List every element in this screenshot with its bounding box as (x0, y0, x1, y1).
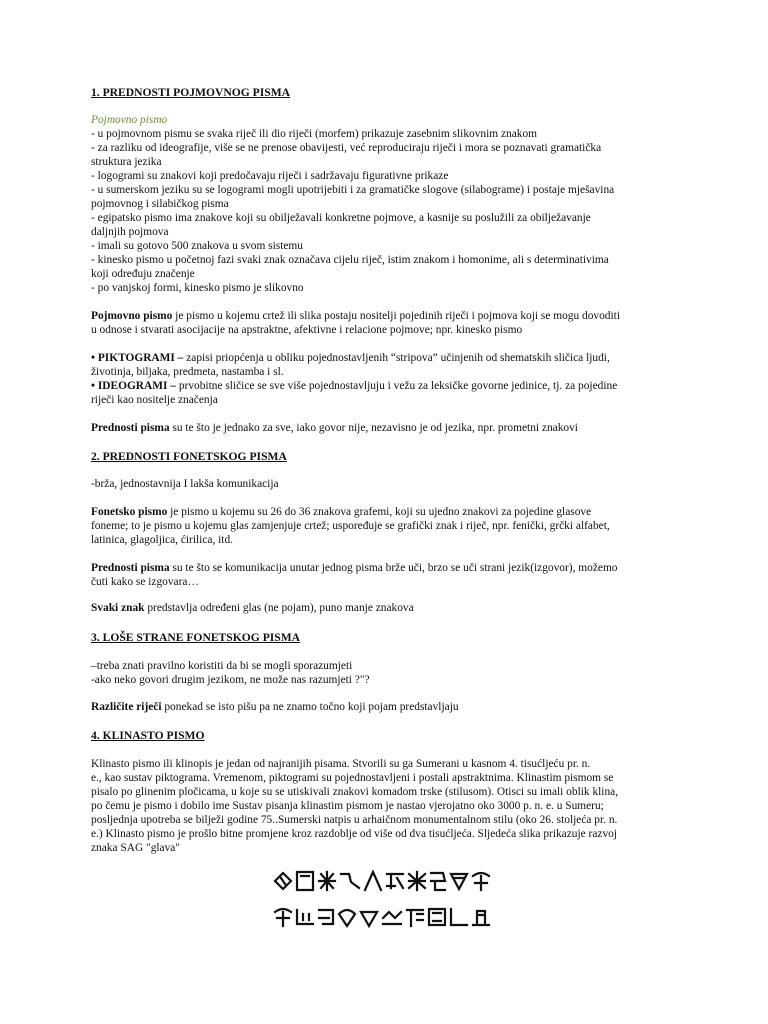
advantages-text: su te što je jednako za sve, iako govor nije, nezavisno je od jezika, npr. prometni znakovi (169, 422, 578, 434)
bullet-line: daljnjih pojmova (91, 226, 169, 238)
definition-line: latinica, glagoljica, ćirilica, itd. (91, 534, 234, 546)
definition-line: foneme; to je pismo u kojemu glas zamjenjuje crtež; uspoređuje se grafički znak i riječ, npr. fenički, grčki alfabet, (91, 520, 610, 532)
advantages-term: Prednosti pisma (91, 562, 170, 574)
paragraph-line: -brža, jednostavnija I lakša komunikacija (91, 478, 279, 490)
paragraph-line: -ako neko govori drugim jezikom, ne može nas razumjeti ?"? (91, 674, 370, 686)
piktogrami-text: zapisi priopćenja u obliku pojednostavljenih “stripova” učinjenih od shematskih sličica ljudi, (183, 352, 610, 364)
sign-term: Svaki znak (91, 602, 145, 614)
sign-paragraph (91, 601, 414, 615)
piktogrami-line: životinja, biljaka, predmeta, nastamba i sl. (91, 366, 284, 378)
different-words-paragraph (91, 700, 459, 714)
definition-paragraph (91, 309, 620, 323)
definition-paragraph (91, 505, 591, 519)
ideogrami-paragraph (91, 379, 617, 393)
bullet-line: - po vanjskoj formi, kinesko pismo je slikovno (91, 282, 304, 294)
advantages-term: Prednosti pisma (91, 422, 170, 434)
cuneiform-glyphs-row-1 (271, 868, 511, 894)
bullet-line: struktura jezika (91, 156, 162, 168)
paragraph-line: –treba znati pravilno koristiti da bi se mogli sporazumjeti (91, 660, 353, 672)
bullet-line: - logogrami su znakovi koji predočavaju riječi i sadržavaju figurativne prikaze (91, 170, 449, 182)
definition-line: u odnose i stvarati asocijacije na apstraktne, afektivne i relacione pojmove; npr. kinesko pismo (91, 324, 523, 336)
bullet-line: - u sumerskom jeziku su se logogrami mogli upotrijebiti i za gramatičke slogove (silabograme) i postaje mješavina (91, 184, 615, 196)
cuneiform-glyphs-row-2 (271, 904, 511, 930)
bullet-line: - kinesko pismo u početnoj fazi svaki znak označava cijelu riječ, istim znakom i homonime, ali s determinativima (91, 254, 609, 266)
bullet-line: - imali su gotovo 500 znakova u svom sistemu (91, 240, 303, 252)
definition-term: Fonetsko pismo (91, 506, 168, 518)
piktogrami-paragraph (91, 351, 610, 365)
bullet-line: pojmovnog i silabičkog pisma (91, 198, 229, 210)
section-2-heading: 2. PREDNOSTI FONETSKOG PISMA (91, 450, 287, 463)
paragraph-line: posljednja upotreba se bilježi godine 75..Sumerski natpis u arhaičnom monumentalnom stilu (oko 26. stoljeća pr. n. (91, 814, 618, 826)
paragraph-line: po čemu je pismo i dobilo ime Sustav pisanja klinastim pismom je nastao vjerojatno oko 3000 p. n. e. u Sumeru; (91, 800, 604, 812)
ideogrami-text: prvobitne sličice se sve više pojednostavljuju i vežu za leksičke govorne jedinice, tj. za pojedine (176, 380, 618, 392)
advantages-line: čuti kako se izgovara… (91, 576, 199, 588)
glyph-row-2 (271, 904, 511, 930)
advantages-text: su te što se komunikacija unutar jednog pisma brže uči, brzo se uči strani jezik(izgovor), možemo (169, 562, 618, 574)
different-words-text: ponekad se isto pišu pa ne znamo točno koji pojam predstavljaju (161, 701, 459, 713)
paragraph-line: e., kao sustav piktograma. Vremenom, piktogrami su pojednostavljeni i postali apstraktnima. Klinastim pismom se (91, 772, 614, 784)
definition-text: je pismo u kojemu crtež ili slika postaju nositelji pojedinih riječi i pojmova koji se mogu dovoditi (172, 310, 620, 322)
piktogrami-term: • PIKTOGRAMI – (91, 352, 184, 364)
paragraph-line: Klinasto pismo ili klinopis je jedan od najranijih pisama. Stvorili su ga Sumerani u kasnom 4. tisućljeću pr. n. (91, 758, 591, 770)
paragraph-line: pisalo po glinenim pločicama, u koje su se utiskivali znakovi komadom trske (stilusom). Otisci su imali oblik klina, (91, 786, 619, 798)
section-4-heading: 4. KLINASTO PISMO (91, 729, 205, 742)
bullet-line: koji određuju značenje (91, 268, 195, 280)
definition-text: je pismo u kojemu su 26 do 36 znakova grafemi, koji su ujedno znakovi za pojedine glasove (167, 506, 592, 518)
glyph-row-1 (271, 868, 511, 894)
sign-text: predstavlja određeni glas (ne pojam), puno manje znakova (144, 602, 414, 614)
ideogrami-line: riječi kao nositelje značenja (91, 394, 218, 406)
different-words-term: Različite riječi (91, 701, 162, 713)
ideogrami-term: • IDEOGRAMI – (91, 380, 176, 392)
advantages-paragraph (91, 561, 618, 575)
paragraph-line: znaka SAG "glava" (91, 842, 181, 854)
section-3-heading: 3. LOŠE STRANE FONETSKOG PISMA (91, 631, 301, 644)
definition-term: Pojmovno pismo (91, 310, 173, 322)
bullet-line: - za razliku od ideografije, više se ne prenose obavijesti, već reproduciraju riječi i mora se poznavati gramatička (91, 142, 602, 154)
advantages-paragraph (91, 421, 578, 435)
paragraph-line: e.) Klinasto pismo je prošlo bitne promjene kroz razdoblje od više od dva tisućljeća. Sljedeća slika prikazuje razvoj (91, 828, 618, 840)
bullet-line: - egipatsko pismo ima znakove koji su obilježavali konkretne pojmove, a kasnije su poslužili za obilježavanje (91, 212, 591, 224)
section-1-subheading: Pojmovno pismo (91, 114, 168, 126)
section-1-heading: 1. PREDNOSTI POJMOVNOG PISMA (91, 86, 291, 99)
bullet-line: - u pojmovnom pismu se svaka riječ ili dio riječi (morfem) prikazuje zasebnim slikovnim znakom (91, 128, 538, 140)
